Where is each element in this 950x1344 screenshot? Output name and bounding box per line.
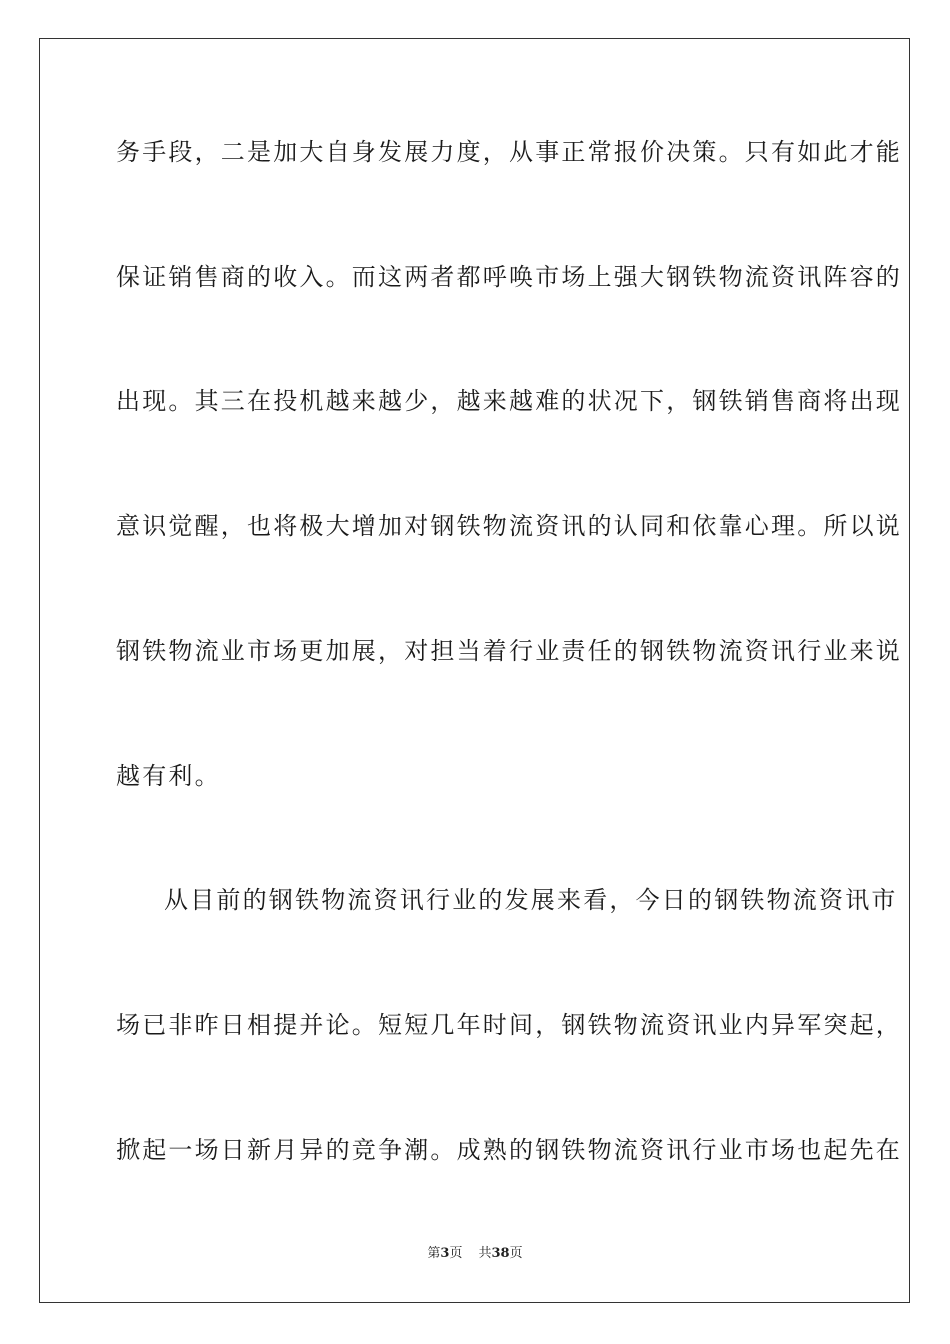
- paragraph-line: 意识觉醒，也将极大增加对钢铁物流资讯的认同和依靠心理。所以说: [116, 512, 902, 540]
- paragraph-line: 钢铁物流业市场更加展，对担当着行业责任的钢铁物流资讯行业来说: [116, 637, 902, 665]
- total-suffix: 页: [509, 1246, 523, 1261]
- page-footer: [0, 1245, 950, 1263]
- paragraph-line: 务手段，二是加大自身发展力度，从事正常报价决策。只有如此才能: [116, 138, 902, 166]
- page-number: 3: [440, 1246, 450, 1261]
- paragraph-line: 从目前的钢铁物流资讯行业的发展来看，今日的钢铁物流资讯市: [164, 886, 898, 914]
- total-prefix: 共: [478, 1246, 492, 1261]
- paragraph-line: 保证销售商的收入。而这两者都呼唤市场上强大钢铁物流资讯阵容的: [116, 263, 902, 291]
- total-pages: 38: [491, 1246, 510, 1261]
- paragraph-line: 越有利。: [116, 762, 221, 790]
- page-suffix: 页: [449, 1246, 463, 1261]
- paragraph-line: 场已非昨日相提并论。短短几年时间，钢铁物流资讯业内异军突起，: [116, 1011, 902, 1039]
- page-prefix: 第: [427, 1246, 441, 1261]
- page-border: [39, 38, 910, 1303]
- paragraph-line: 掀起一场日新月异的竞争潮。成熟的钢铁物流资讯行业市场也起先在: [116, 1136, 902, 1164]
- paragraph-line: 出现。其三在投机越来越少，越来越难的状况下，钢铁销售商将出现: [116, 387, 902, 415]
